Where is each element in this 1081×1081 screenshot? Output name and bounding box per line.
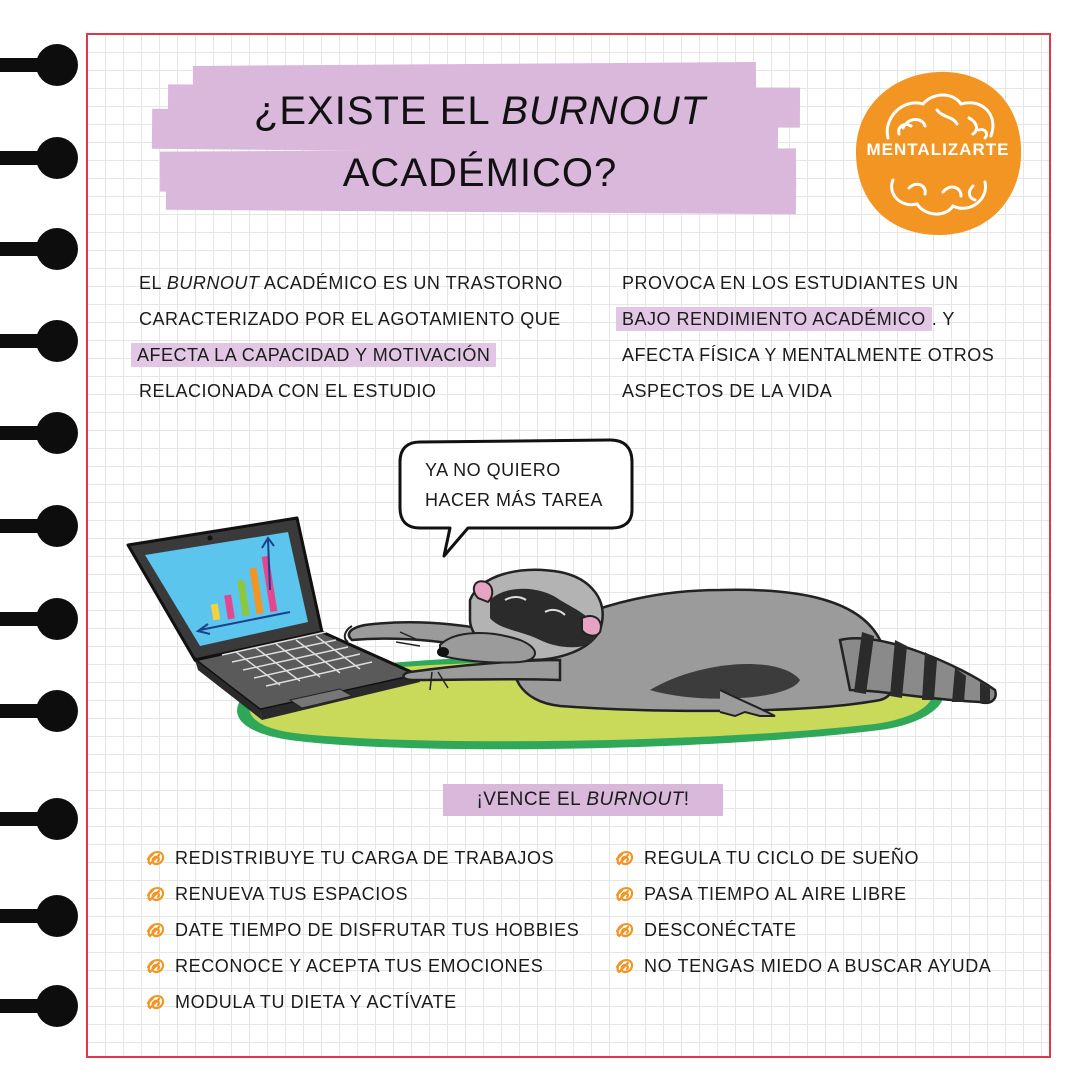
logo-text: MENTALIZARTE xyxy=(866,140,1010,159)
orange-scribble-bullet-icon xyxy=(145,955,167,977)
cta-banner: ¡VENCE EL BURNOUT! xyxy=(443,784,723,816)
highlight-text: BAJO RENDIMIENTO ACADÉMICO xyxy=(616,307,932,331)
orange-scribble-bullet-icon xyxy=(145,991,167,1013)
orange-scribble-bullet-icon xyxy=(614,955,636,977)
intro-left: EL BURNOUT ACADÉMICO ES UN TRASTORNO CARACTERIZADO POR EL AGOTAMIENTO QUE AFECTA LA CAPACIDAD Y MOTIVACIÓN RELACIONADA CON EL ESTUDIO xyxy=(139,265,589,409)
list-item: REDISTRIBUYE TU CARGA DE TRABAJOS xyxy=(145,843,554,873)
intro-right: PROVOCA EN LOS ESTUDIANTES UN BAJO RENDIMIENTO ACADÉMICO . Y AFECTA FÍSICA Y MENTALMENTE OTROS ASPECTOS DE LA VIDA xyxy=(622,265,1022,409)
laptop-illustration xyxy=(128,518,420,720)
orange-scribble-bullet-icon xyxy=(145,883,167,905)
speech-bubble-text: YA NO QUIERO HACER MÁS TAREA xyxy=(425,460,603,510)
page-title: ¿EXISTE EL BURNOUT ACADÉMICO? xyxy=(253,89,707,195)
list-item: PASA TIEMPO AL AIRE LIBRE xyxy=(614,879,907,909)
list-item: MODULA TU DIETA Y ACTÍVATE xyxy=(145,987,457,1017)
list-item: RENUEVA TUS ESPACIOS xyxy=(145,879,408,909)
orange-scribble-bullet-icon xyxy=(614,883,636,905)
list-item: REGULA TU CICLO DE SUEÑO xyxy=(614,843,919,873)
highlight-text: AFECTA LA CAPACIDAD Y MOTIVACIÓN xyxy=(131,343,496,367)
orange-scribble-bullet-icon xyxy=(145,847,167,869)
orange-scribble-bullet-icon xyxy=(614,919,636,941)
list-item: NO TENGAS MIEDO A BUSCAR AYUDA xyxy=(614,951,991,981)
list-item: DATE TIEMPO DE DISFRUTAR TUS HOBBIES xyxy=(145,915,579,945)
orange-scribble-bullet-icon xyxy=(145,919,167,941)
orange-scribble-bullet-icon xyxy=(614,847,636,869)
list-item: DESCONÉCTATE xyxy=(614,915,797,945)
list-item: RECONOCE Y ACEPTA TUS EMOCIONES xyxy=(145,951,543,981)
